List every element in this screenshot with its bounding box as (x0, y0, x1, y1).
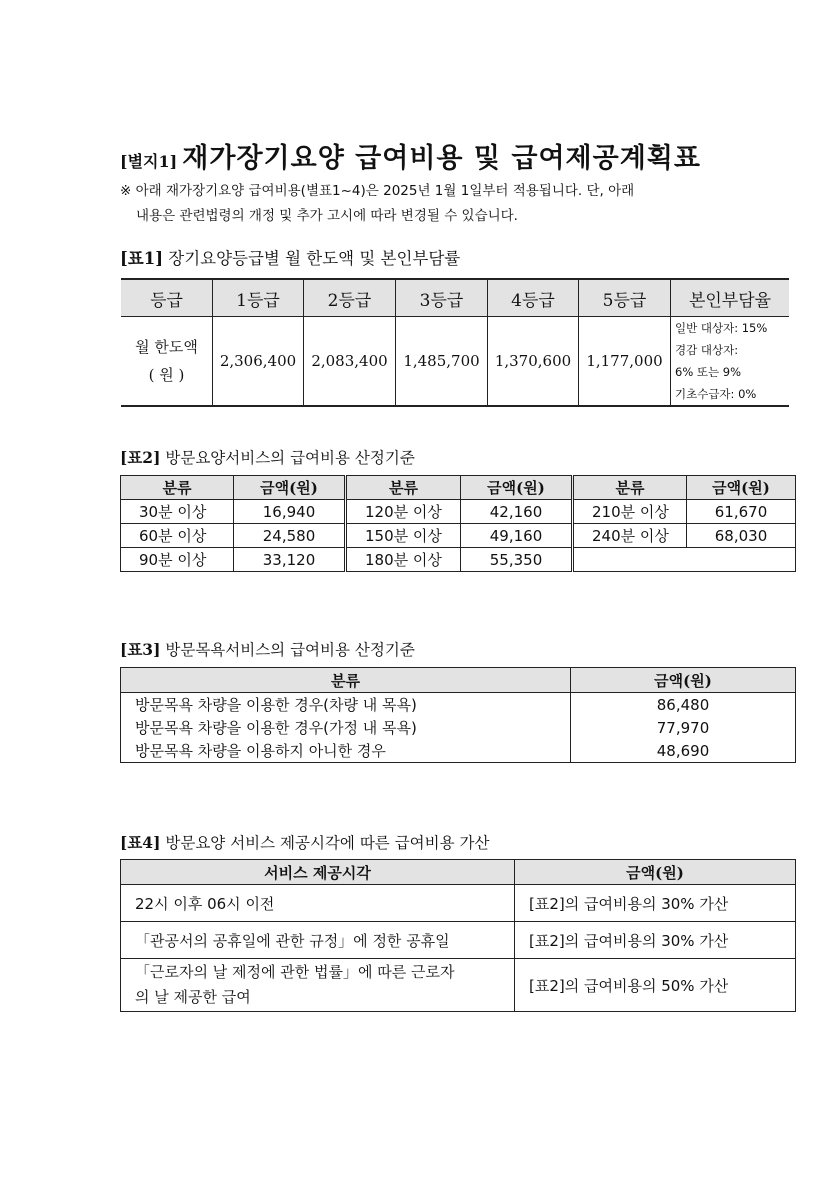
table2-caption (120, 446, 415, 468)
rate-line: 기초수급자: 0% (675, 387, 757, 401)
table-header: 2등급 (304, 279, 396, 317)
table-row (121, 317, 789, 407)
table-header-row (121, 476, 796, 500)
notice-line-1: ※ 아래 재가장기요양 급여비용(별표1~4)은 2025년 1월 1일부터 적용됩니다. 단, 아래 (120, 183, 635, 199)
table-cell: 150분 이상 (346, 524, 461, 548)
table-header: 1등급 (213, 279, 304, 317)
table-header: 금액(원) (687, 476, 796, 500)
table-cell (121, 959, 515, 1012)
table-cell: 24,580 (234, 524, 346, 548)
table-cell: 77,970 (571, 716, 796, 739)
copay-rate-cell (671, 317, 790, 407)
table-cell: 1,370,600 (488, 317, 579, 407)
table-cell: 60분 이상 (121, 524, 234, 548)
table-header: 분류 (346, 476, 461, 500)
table1-caption-tag: [표1] (120, 249, 164, 268)
table-cell: [표2]의 급여비용의 30% 가산 (515, 885, 796, 922)
table-cell: 방문목욕 차량을 이용한 경우(차량 내 목욕) (121, 693, 571, 717)
table-header: 금액(원) (515, 860, 796, 885)
table-header: 본인부담율 (671, 279, 790, 317)
table-header-row (121, 860, 796, 885)
table-header: 금액(원) (571, 668, 796, 693)
table-row (121, 885, 796, 922)
table-cell: 55,350 (461, 548, 573, 572)
table2-caption-tag: [표2] (120, 448, 161, 467)
table1-caption (120, 245, 460, 269)
table-cell: [표2]의 급여비용의 30% 가산 (515, 922, 796, 959)
time-surcharge-table (120, 859, 796, 1012)
rate-line: 일반 대상자: 15% (675, 321, 768, 335)
table-cell: 1,485,700 (396, 317, 488, 407)
table2-caption-text: 방문요양서비스의 급여비용 산정기준 (165, 449, 415, 467)
row-label-line: ( 원 ) (148, 366, 185, 384)
table-header-row (121, 279, 789, 317)
table-header: 3등급 (396, 279, 488, 317)
table-cell: 22시 이후 06시 이전 (121, 885, 515, 922)
row-label-line: 월 한도액 (135, 338, 198, 356)
table-row (121, 959, 796, 1012)
table-header: 분류 (573, 476, 687, 500)
table-cell: 240분 이상 (573, 524, 687, 548)
table-row (121, 922, 796, 959)
table-cell: 42,160 (461, 500, 573, 524)
rate-line: 6% 또는 9% (675, 365, 742, 379)
table-row (121, 500, 796, 524)
table-cell: 86,480 (571, 693, 796, 717)
table3-caption-text: 방문목욕서비스의 급여비용 산정기준 (165, 641, 415, 659)
monthly-limit-table (121, 278, 789, 407)
table-cell: 90분 이상 (121, 548, 234, 572)
table4-caption-tag: [표4] (120, 833, 161, 852)
table-cell: 2,083,400 (304, 317, 396, 407)
table-cell: 1,177,000 (579, 317, 671, 407)
table-cell: 68,030 (687, 524, 796, 548)
table-cell: 16,940 (234, 500, 346, 524)
table-header-row (121, 668, 796, 693)
table-cell: [표2]의 급여비용의 50% 가산 (515, 959, 796, 1012)
bathing-fee-table (120, 667, 796, 763)
empty-cell (573, 548, 796, 572)
notice-line-2: 내용은 관련법령의 개정 및 추가 고시에 따라 변경될 수 있습니다. (136, 208, 518, 224)
table-header: 5등급 (579, 279, 671, 317)
table-row (121, 693, 796, 717)
page-title (120, 136, 701, 175)
rate-line: 경감 대상자: (675, 343, 739, 357)
table-row (121, 548, 796, 572)
title-prefix: [별지1] (120, 152, 178, 171)
table-header: 4등급 (488, 279, 579, 317)
cell-line: 「근로자의 날 제정에 관한 법률」에 따른 근로자 (135, 963, 455, 981)
table-cell: 방문목욕 차량을 이용한 경우(가정 내 목욕) (121, 716, 571, 739)
table-cell: 30분 이상 (121, 500, 234, 524)
table-cell: 「관공서의 공휴일에 관한 규정」에 정한 공휴일 (121, 922, 515, 959)
table-header: 분류 (121, 476, 234, 500)
table-row (121, 739, 796, 763)
row-label (121, 317, 213, 407)
table-header: 분류 (121, 668, 571, 693)
table-cell: 2,306,400 (213, 317, 304, 407)
table-cell: 48,690 (571, 739, 796, 763)
table3-caption (120, 638, 415, 660)
table-cell: 210분 이상 (573, 500, 687, 524)
table-cell: 61,670 (687, 500, 796, 524)
home-care-fee-table (120, 475, 796, 572)
table3-caption-tag: [표3] (120, 640, 161, 659)
table-header: 등급 (121, 279, 213, 317)
table1-caption-text: 장기요양등급별 월 한도액 및 본인부담률 (168, 249, 461, 268)
title-main: 재가장기요양 급여비용 및 급여제공계획표 (182, 143, 701, 174)
table4-caption-text: 방문요양 서비스 제공시각에 따른 급여비용 가산 (165, 834, 490, 852)
table4-caption (120, 831, 489, 853)
table-cell: 방문목욕 차량을 이용하지 아니한 경우 (121, 739, 571, 763)
table-cell: 49,160 (461, 524, 573, 548)
table-row (121, 524, 796, 548)
table-row (121, 716, 796, 739)
table-cell: 33,120 (234, 548, 346, 572)
table-header: 서비스 제공시각 (121, 860, 515, 885)
table-header: 금액(원) (461, 476, 573, 500)
cell-line: 의 날 제공한 급여 (135, 988, 251, 1006)
table-cell: 120분 이상 (346, 500, 461, 524)
table-header: 금액(원) (234, 476, 346, 500)
table-cell: 180분 이상 (346, 548, 461, 572)
